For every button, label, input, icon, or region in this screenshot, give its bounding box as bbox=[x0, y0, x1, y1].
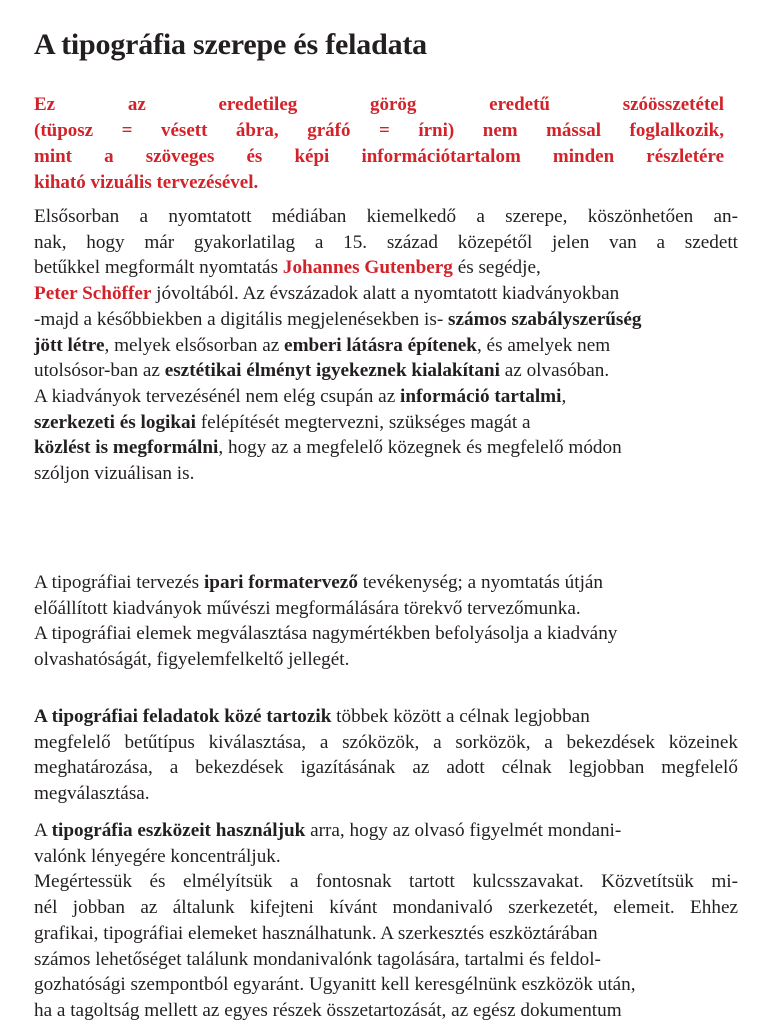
text-line: számos lehetőséget találunk mondanivalónk tagolására, tartalmi és feldol- bbox=[34, 948, 601, 970]
emphasis: ipari formatervező bbox=[203, 572, 358, 593]
text-line: előállított kiadványok művészi megformálására törekvő tervezőmunka. bbox=[34, 597, 581, 619]
text-line: megválasztása. bbox=[34, 783, 150, 805]
emphasis: esztétikai élményt igyekeznek kialakítani bbox=[164, 360, 500, 382]
emphasis: tipográfia eszközeit használjuk bbox=[51, 820, 306, 841]
schoffer-name: Peter Schöffer bbox=[34, 283, 152, 305]
text-line: olvashatóságát, figyelemfelkeltő jellegét. bbox=[34, 649, 350, 671]
emphasis: jött létre bbox=[34, 334, 105, 356]
text-line: betűkkel megformált nyomtatás Johannes Gutenberg és segédje, bbox=[34, 257, 541, 279]
text-line: A tipográfiai tervezés ipari formatervező tevékenység; a nyomtatás útján bbox=[34, 572, 604, 593]
emphasis: közlést is megformálni bbox=[34, 437, 219, 459]
text-line: -majd a későbbiekben a digitális megjelenésekben is- számos szabályszerűség bbox=[34, 308, 642, 330]
text-line: nél jobban az általunk kifejteni kívánt mondanivaló szerkezetét, elemeit. Ehhez bbox=[34, 897, 738, 919]
text-line: közlést is megformálni, hogy az a megfelelő közegnek és megfelelő módon bbox=[34, 437, 622, 459]
text-line: utolsósor-ban az esztétikai élményt igyekeznek kialakítani az olvasóban. bbox=[34, 360, 610, 382]
text-line: Megértessük és elmélyítsük a fontosnak tartott kulcsszavakat. Közvetítsük mi- bbox=[34, 871, 738, 893]
emphasis: információ tartalmi bbox=[400, 385, 562, 407]
emphasis: szerkezeti és logikai bbox=[34, 411, 196, 433]
emphasis: A tipográfiai feladatok közé tartozik bbox=[34, 706, 332, 727]
text-line: jött létre, melyek elsősorban az emberi látásra építenek, és amelyek nem bbox=[34, 334, 611, 356]
paragraph-4 bbox=[34, 818, 738, 1024]
text-line: Elsősorban a nyomtatott médiában kiemelkedő a szerepe, köszönhetően an- bbox=[34, 206, 738, 227]
text-line: szóljon vizuálisan is. bbox=[34, 463, 195, 485]
lead-line: Ez az eredetileg görög eredetű szóösszetétel bbox=[34, 94, 724, 115]
text-line: A tipográfiai elemek megválasztása nagymértékben befolyásolja a kiadvány bbox=[34, 623, 618, 645]
text-line: A kiadványok tervezésénél nem elég csupán az információ tartalmi, bbox=[34, 385, 567, 407]
paragraph-1 bbox=[34, 204, 738, 487]
gutenberg-name: Johannes Gutenberg bbox=[282, 257, 453, 279]
emphasis: számos szabályszerűség bbox=[448, 308, 642, 330]
lead-line: kiható vizuális tervezésével. bbox=[34, 172, 259, 193]
paragraph-3 bbox=[34, 704, 738, 807]
text-line: megfelelő betűtípus kiválasztása, a szóközök, a sorközök, a bekezdések közeinek bbox=[34, 731, 738, 753]
emphasis: emberi látásra építenek bbox=[284, 334, 477, 356]
text-line: meghatározása, a bekezdések igazításának az adott célnak legjobban megfelelő bbox=[34, 757, 738, 779]
text-line: A tipográfiai feladatok közé tartozik többek között a célnak legjobban bbox=[34, 706, 590, 727]
text-line: grafikai, tipográfiai elemeket használhatunk. A szerkesztés eszköztárában bbox=[34, 922, 598, 944]
text-line: gozhatósági szempontból egyaránt. Ugyanitt kell keresgélnünk eszközök után, bbox=[34, 974, 636, 996]
text-line: nak, hogy már gyakorlatilag a 15. század közepétől jelen van a szedett bbox=[34, 231, 738, 253]
text-line: A tipográfia eszközeit használjuk arra, hogy az olvasó figyelmét mondani- bbox=[34, 820, 622, 841]
paragraph-2 bbox=[34, 570, 738, 673]
text-line: valónk lényegére koncentráljuk. bbox=[34, 845, 281, 867]
text-line: szerkezeti és logikai felépítését megtervezni, szükséges magát a bbox=[34, 411, 531, 433]
lead-line: mint a szöveges és képi információtartalom minden részletére bbox=[34, 146, 724, 167]
lead-paragraph bbox=[34, 92, 724, 196]
text-line: ha a tagoltság mellett az egyes részek összetartozását, az egész dokumentum bbox=[34, 999, 622, 1021]
lead-line: (tüposz = vésett ábra, gráfó = írni) nem mással foglalkozik, bbox=[34, 120, 724, 141]
text-line: Peter Schöffer jóvoltából. Az évszázadok alatt a nyomtatott kiadványokban bbox=[34, 283, 620, 305]
page-title: A tipográfia szerepe és feladata bbox=[34, 28, 427, 61]
